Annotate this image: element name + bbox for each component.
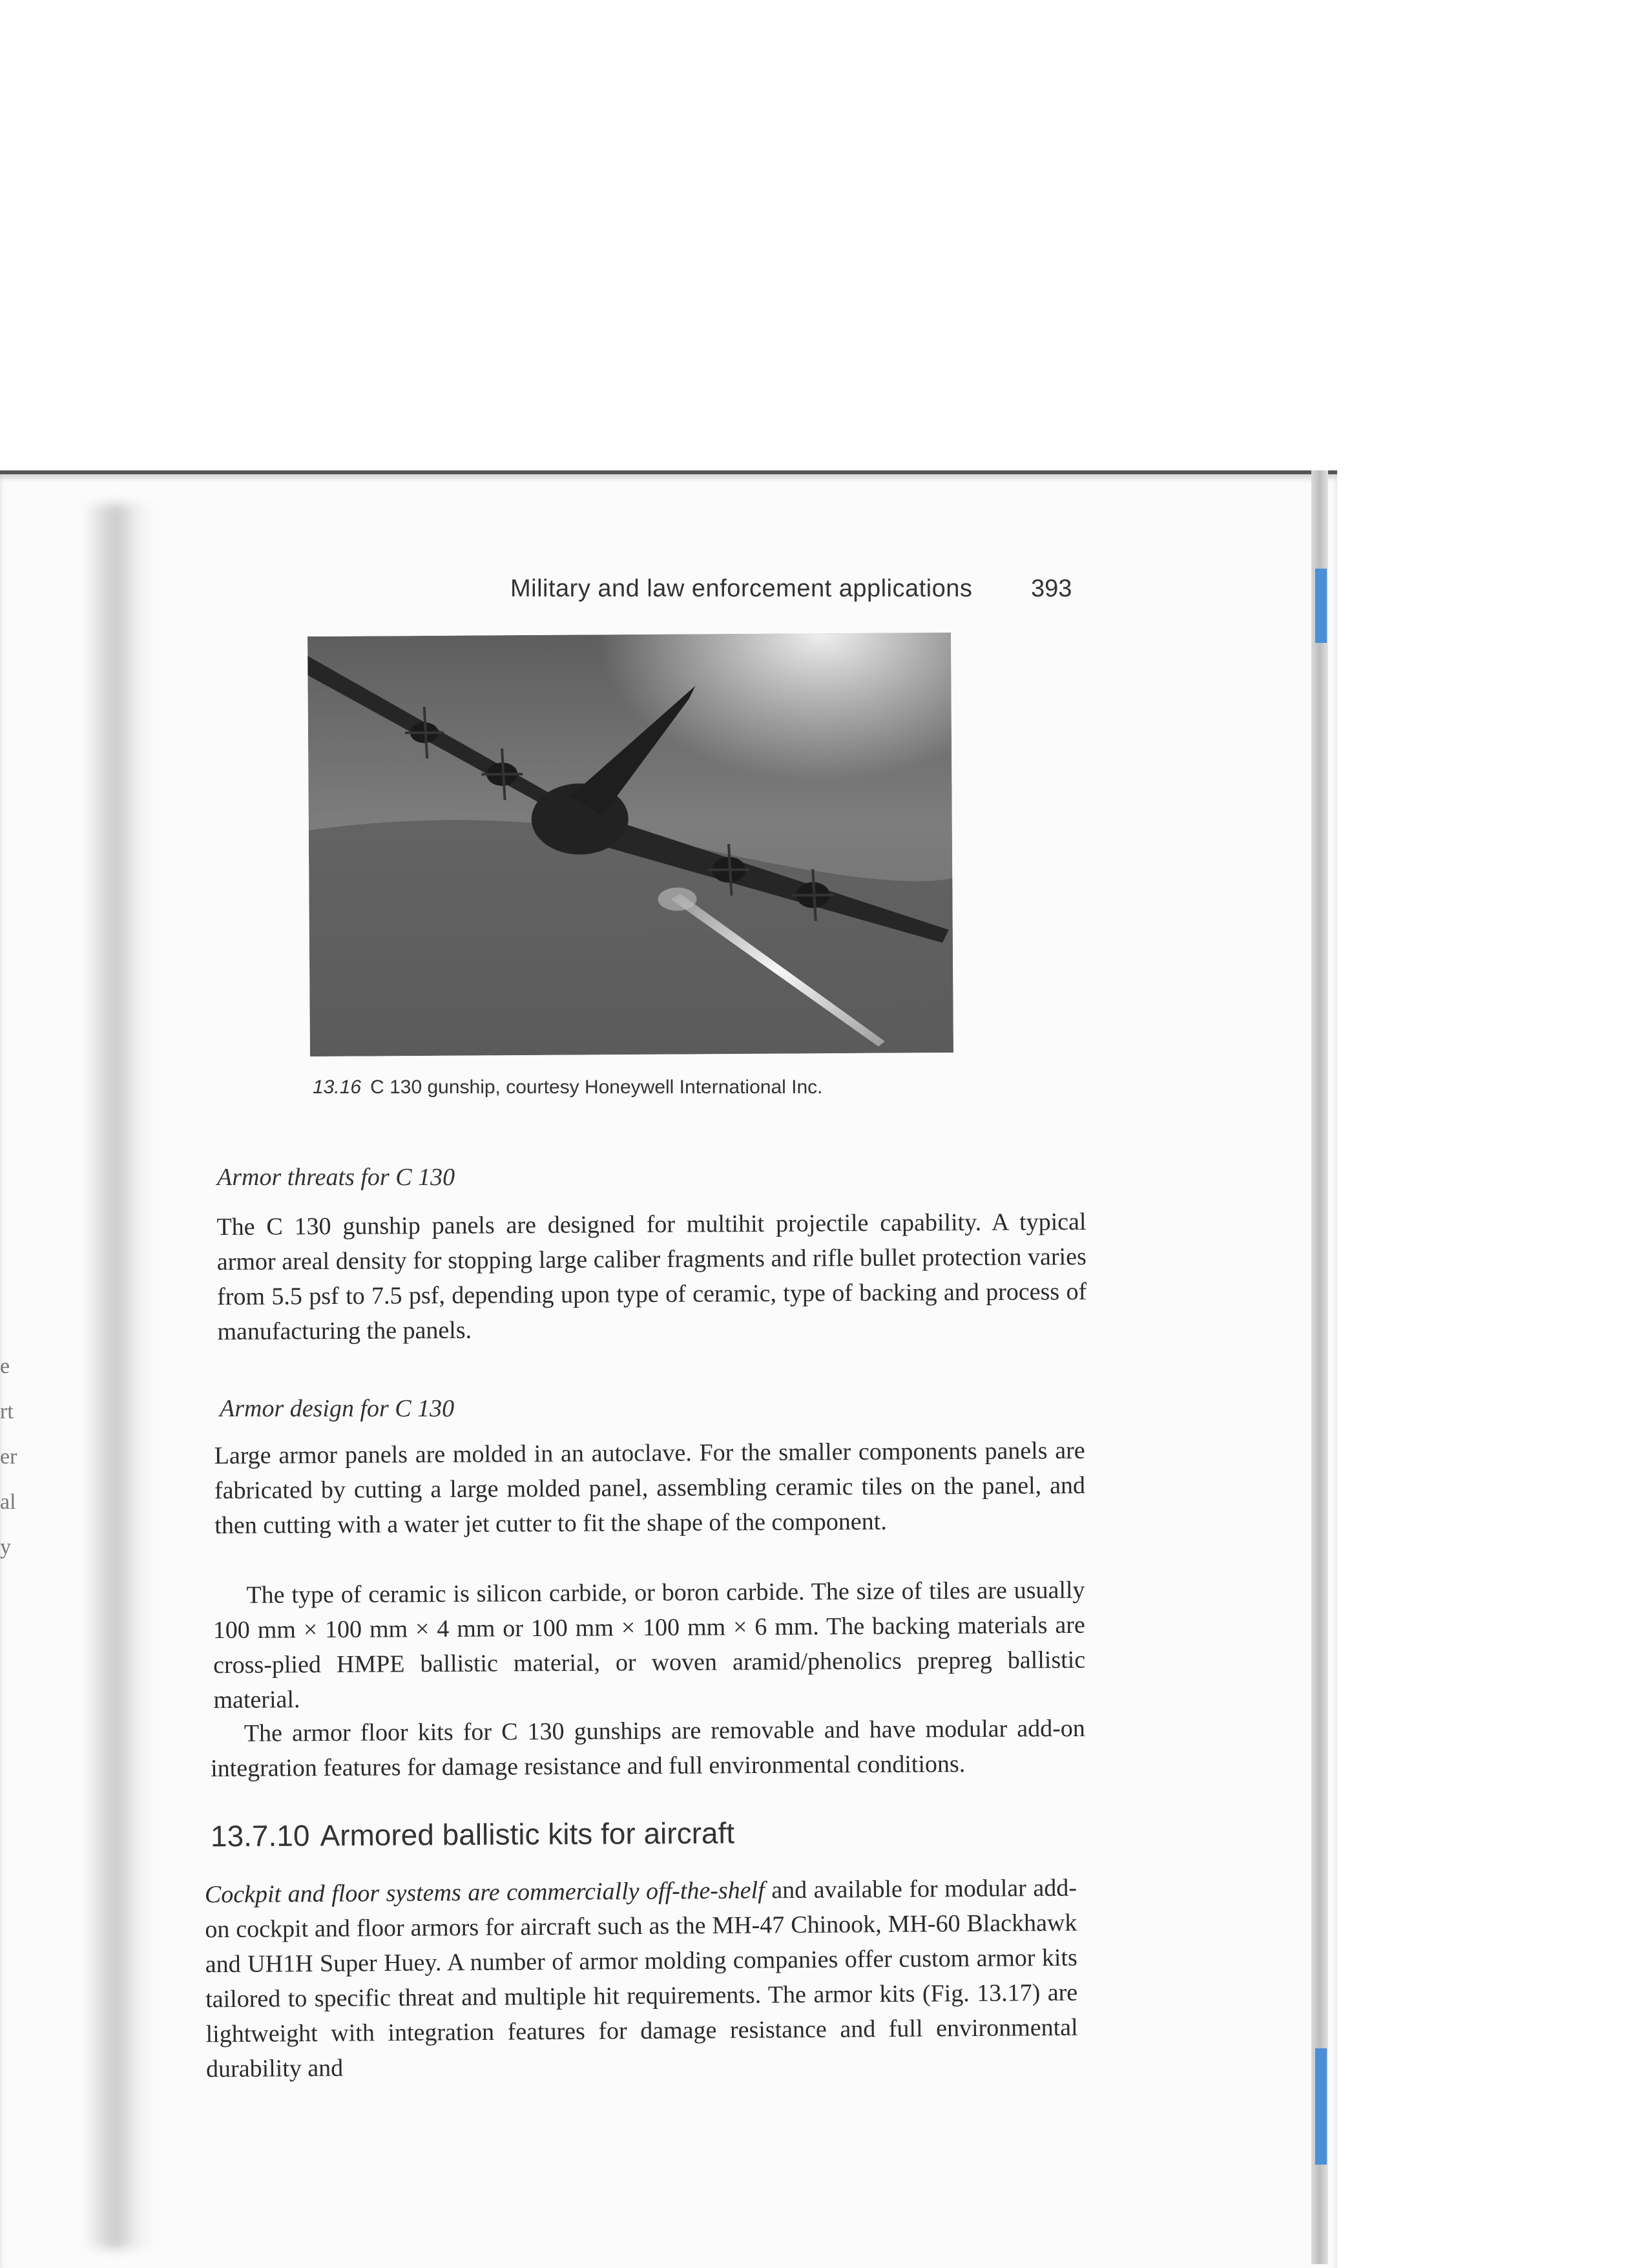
paragraph: The C 130 gunship panels are designed for multihit projectile capability. A typical armor areal density for stopping large caliber fragments and rifle bullet protection varies from 5.5 psf to 7.5 psf, depending upon type of ceramic, type of backing and process of manufacturing the panels.	[216, 1208, 1087, 1346]
page-number: 393	[1031, 575, 1072, 602]
paragraph-lead: Cockpit and floor systems are commercially off-the-shelf	[204, 1876, 765, 1909]
blue-edge-tab	[1315, 2048, 1327, 2165]
section-heading	[211, 1816, 734, 1854]
subheading: Armor threats for C 130	[217, 1164, 455, 1191]
left-page-fragments	[0, 1344, 18, 1570]
fragment: er	[0, 1445, 17, 1469]
paragraph: Large armor panels are molded in an autoclave. For the smaller components panels are fabricated by cutting a large molded panel, assembling ceramic tiles on the panel, and then cutting with a water jet cutter to fit the shape of the component.	[214, 1436, 1086, 1540]
aircraft-photo-icon	[307, 633, 953, 1056]
book-gutter-shadow	[84, 504, 155, 2249]
figure-number: 13.16	[313, 1076, 362, 1098]
fragment: rt	[0, 1400, 14, 1423]
fragment: al	[0, 1490, 16, 1514]
section-number: 13.7.10	[210, 1818, 310, 1853]
section-title: Armored ballistic kits for aircraft	[320, 1816, 735, 1853]
page-edge	[1311, 470, 1328, 2264]
fragment: y	[0, 1535, 11, 1559]
figure-caption-text: C 130 gunship, courtesy Honeywell International Inc.	[370, 1076, 823, 1098]
blue-edge-tab	[1315, 569, 1327, 643]
paragraph-body: and available for modular add-on cockpit and floor armors for aircraft such as the MH-47 Chinook, MH-60 Blackhawk and UH1H Super Huey. A number of armor molding companies offer custom armor kits tailored to specific threat and multiple hit requirements. The armor kits (Fig. 13.17) are lightweight with integration features for damage resistance and full environmental durability and	[205, 1874, 1078, 2083]
subheading: Armor design for C 130	[220, 1395, 455, 1422]
paragraph	[205, 1871, 1079, 2087]
running-head-title: Military and law enforcement applications	[510, 575, 973, 602]
paragraph: The armor floor kits for C 130 gunships are removable and have modular add-on integration features for damage resistance and full environmental conditions.	[211, 1714, 1085, 1783]
fragment: e	[0, 1354, 10, 1378]
paragraph: The type of ceramic is silicon carbide, or boron carbide. The size of tiles are usually 100 mm × 100 mm × 4 mm or 100 mm × 100 mm × 6 mm. The backing materials are cross-plied HMPE ballistic material, or woven aramid/phenolics prepreg ballistic material.	[213, 1576, 1086, 1714]
figure-caption	[313, 1076, 822, 1098]
